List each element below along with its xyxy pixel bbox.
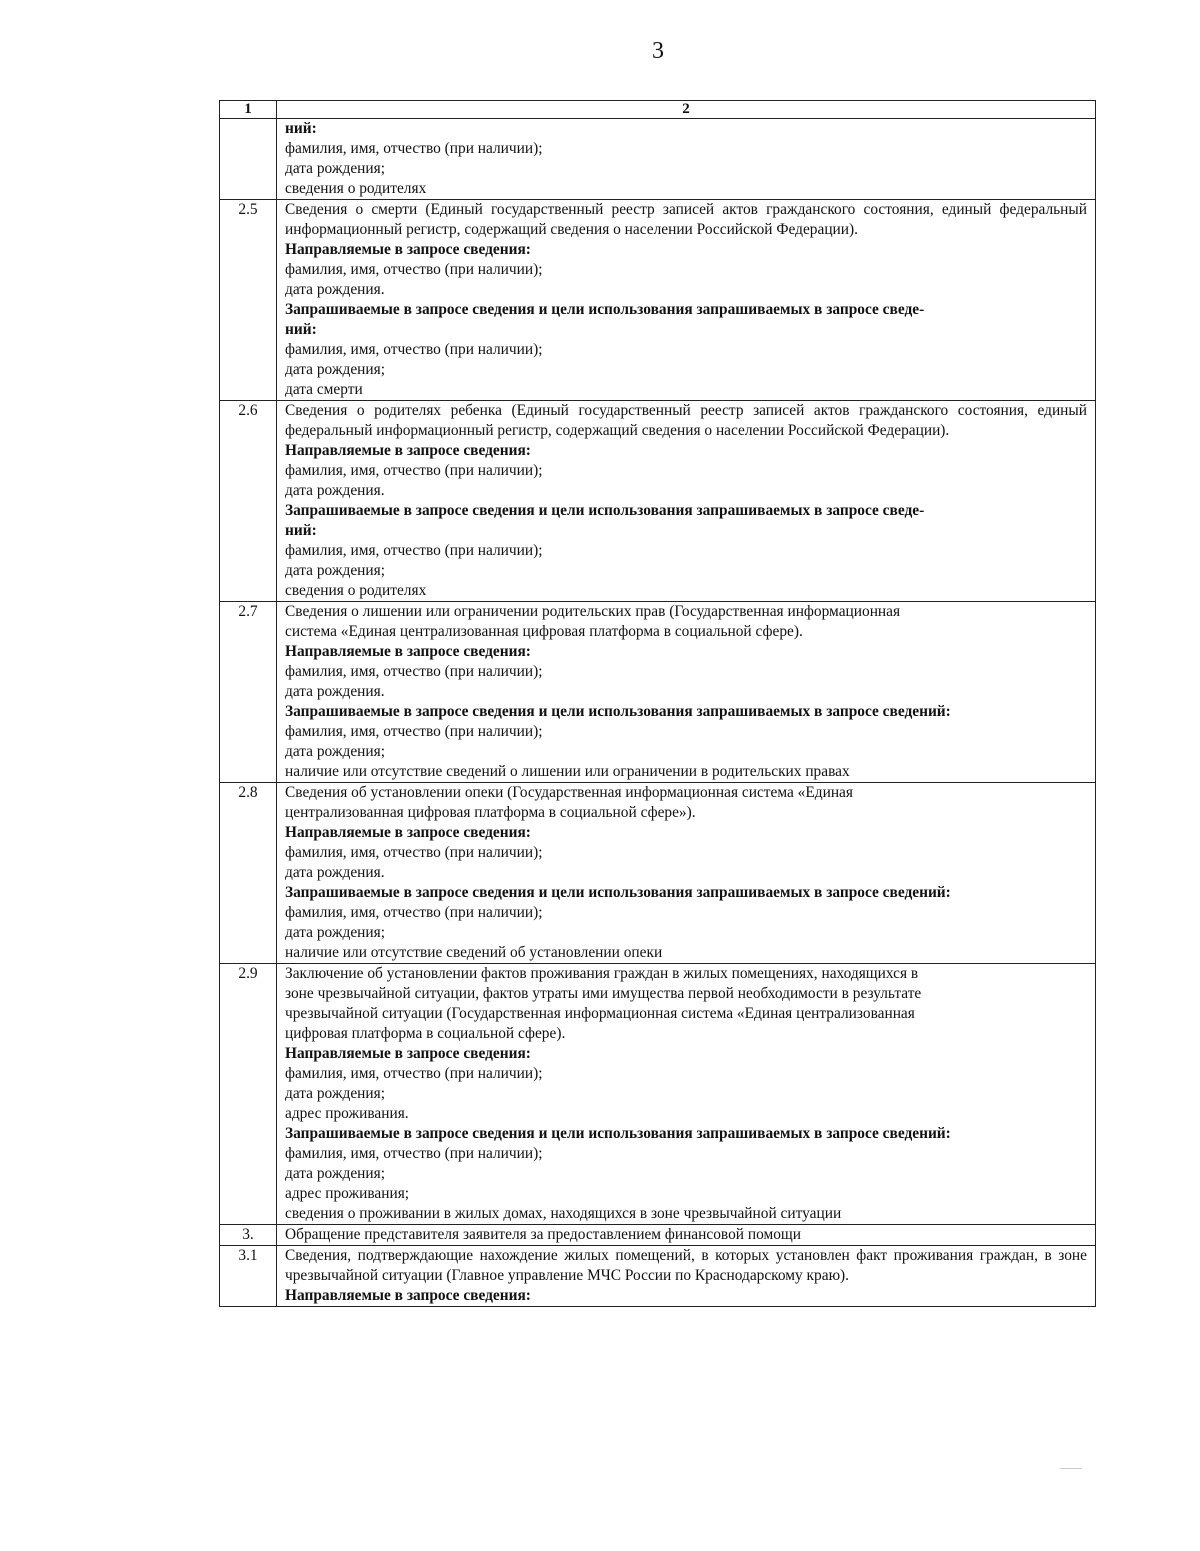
row-text-line: Сведения, подтверждающие нахождение жилых помещений, в которых установлен факт проживания граждан, в зоне чрезвычайной ситуации (Главное управление МЧС России по Краснодарскому краю). xyxy=(285,1247,1087,1284)
table-row xyxy=(220,119,1096,200)
row-number: 2.7 xyxy=(220,602,277,783)
row-text-line: дата рождения; xyxy=(285,1085,385,1102)
row-subheading: Запрашиваемые в запросе сведения и цели использования запрашиваемых в запросе сведе- xyxy=(285,502,925,519)
row-number xyxy=(220,119,277,200)
row-text-line: дата рождения. xyxy=(285,482,385,499)
row-subheading: ний: xyxy=(285,321,317,338)
row-subheading: Направляемые в запросе сведения: xyxy=(285,1045,531,1062)
row-number: 3. xyxy=(220,1225,277,1246)
row-subheading: Запрашиваемые в запросе сведения и цели использования запрашиваемых в запросе сведений: xyxy=(285,703,951,720)
scan-artifact xyxy=(1060,1468,1082,1469)
table-row xyxy=(220,200,1096,401)
table-body xyxy=(220,101,1096,1307)
row-content xyxy=(277,401,1096,602)
row-text-line: Заключение об установлении фактов проживания граждан в жилых помещениях, находящихся в xyxy=(285,965,919,982)
row-text-line: централизованная цифровая платформа в социальной сфере»). xyxy=(285,804,696,821)
row-text-line: наличие или отсутствие сведений об установлении опеки xyxy=(285,944,663,961)
row-text-line: зоне чрезвычайной ситуации, фактов утраты ими имущества первой необходимости в результате xyxy=(285,985,922,1002)
row-text-line: сведения о проживании в жилых домах, находящихся в зоне чрезвычайной ситуации xyxy=(285,1205,842,1222)
row-number: 2.5 xyxy=(220,200,277,401)
row-text-line: сведения о родителях xyxy=(285,180,427,197)
row-text-line: наличие или отсутствие сведений о лишении или ограничении в родительских правах xyxy=(285,763,850,780)
row-number: 2.6 xyxy=(220,401,277,602)
row-text-line: цифровая платформа в социальной сфере). xyxy=(285,1025,566,1042)
row-text-line: дата рождения; xyxy=(285,924,385,941)
row-text-line: фамилия, имя, отчество (при наличии); xyxy=(285,1145,543,1162)
table-row xyxy=(220,1246,1096,1307)
row-content xyxy=(277,1246,1096,1307)
row-text-line: фамилия, имя, отчество (при наличии); xyxy=(285,1065,543,1082)
row-text-line: фамилия, имя, отчество (при наличии); xyxy=(285,261,543,278)
row-text-line: Обращение представителя заявителя за предоставлением финансовой помощи xyxy=(285,1226,802,1243)
header-col-2: 2 xyxy=(277,101,1096,119)
row-subheading: Запрашиваемые в запросе сведения и цели использования запрашиваемых в запросе сведений: xyxy=(285,884,951,901)
row-text-line: адрес проживания; xyxy=(285,1185,410,1202)
table-row xyxy=(220,602,1096,783)
row-text-line: фамилия, имя, отчество (при наличии); xyxy=(285,140,543,157)
row-text-line: Сведения о родителях ребенка (Единый государственный реестр записей актов гражданского состояния, единый федеральный информационный регистр, содержащий сведения о населении Российской Федерации). xyxy=(285,402,1087,439)
row-content xyxy=(277,602,1096,783)
table-header-row xyxy=(220,101,1096,119)
row-text-line: адрес проживания. xyxy=(285,1105,409,1122)
row-text-line: фамилия, имя, отчество (при наличии); xyxy=(285,844,543,861)
row-text-line: фамилия, имя, отчество (при наличии); xyxy=(285,542,543,559)
row-text-line: фамилия, имя, отчество (при наличии); xyxy=(285,341,543,358)
row-subheading: ний: xyxy=(285,522,317,539)
row-number: 3.1 xyxy=(220,1246,277,1307)
row-subheading: Запрашиваемые в запросе сведения и цели использования запрашиваемых в запросе сведений: xyxy=(285,1125,951,1142)
table-row xyxy=(220,964,1096,1225)
row-text-line: фамилия, имя, отчество (при наличии); xyxy=(285,663,543,680)
header-col-1: 1 xyxy=(220,101,277,119)
document-table xyxy=(219,100,1096,1307)
row-text-line: дата рождения. xyxy=(285,683,385,700)
row-number: 2.9 xyxy=(220,964,277,1225)
row-text-line: фамилия, имя, отчество (при наличии); xyxy=(285,462,543,479)
row-text-line: дата рождения. xyxy=(285,864,385,881)
row-text-line: фамилия, имя, отчество (при наличии); xyxy=(285,723,543,740)
row-text-line: дата рождения; xyxy=(285,562,385,579)
row-text-line: Сведения о лишении или ограничении родительских прав (Государственная информационная xyxy=(285,603,901,620)
row-text-line: Сведения об установлении опеки (Государственная информационная система «Единая xyxy=(285,784,853,801)
table-row xyxy=(220,783,1096,964)
row-text-line: дата смерти xyxy=(285,381,363,398)
row-text-line: фамилия, имя, отчество (при наличии); xyxy=(285,904,543,921)
row-number: 2.8 xyxy=(220,783,277,964)
row-content xyxy=(277,200,1096,401)
row-text-line: дата рождения. xyxy=(285,281,385,298)
table-row xyxy=(220,401,1096,602)
row-text-line: дата рождения; xyxy=(285,160,385,177)
row-text-line: дата рождения; xyxy=(285,743,385,760)
row-text-line: система «Единая централизованная цифровая платформа в социальной сфере). xyxy=(285,623,803,640)
row-content xyxy=(277,783,1096,964)
row-subheading: Направляемые в запросе сведения: xyxy=(285,442,531,459)
row-subheading: Запрашиваемые в запросе сведения и цели использования запрашиваемых в запросе сведе- xyxy=(285,301,925,318)
row-text-line: сведения о родителях xyxy=(285,582,427,599)
row-content xyxy=(277,964,1096,1225)
page-number: 3 xyxy=(652,38,664,64)
row-subheading: ний: xyxy=(285,120,317,137)
row-text-line: дата рождения; xyxy=(285,361,385,378)
row-text-line: дата рождения; xyxy=(285,1165,385,1182)
row-subheading: Направляемые в запросе сведения: xyxy=(285,824,531,841)
row-content xyxy=(277,119,1096,200)
row-subheading: Направляемые в запросе сведения: xyxy=(285,241,531,258)
row-subheading: Направляемые в запросе сведения: xyxy=(285,1287,531,1304)
row-text-line: Сведения о смерти (Единый государственный реестр записей актов гражданского состояния, единый федеральный информационный регистр, содержащий сведения о населении Российской Федерации). xyxy=(285,201,1087,238)
row-content xyxy=(277,1225,1096,1246)
row-subheading: Направляемые в запросе сведения: xyxy=(285,643,531,660)
table-row xyxy=(220,1225,1096,1246)
row-text-line: чрезвычайной ситуации (Государственная информационная система «Единая централизованная xyxy=(285,1005,915,1022)
